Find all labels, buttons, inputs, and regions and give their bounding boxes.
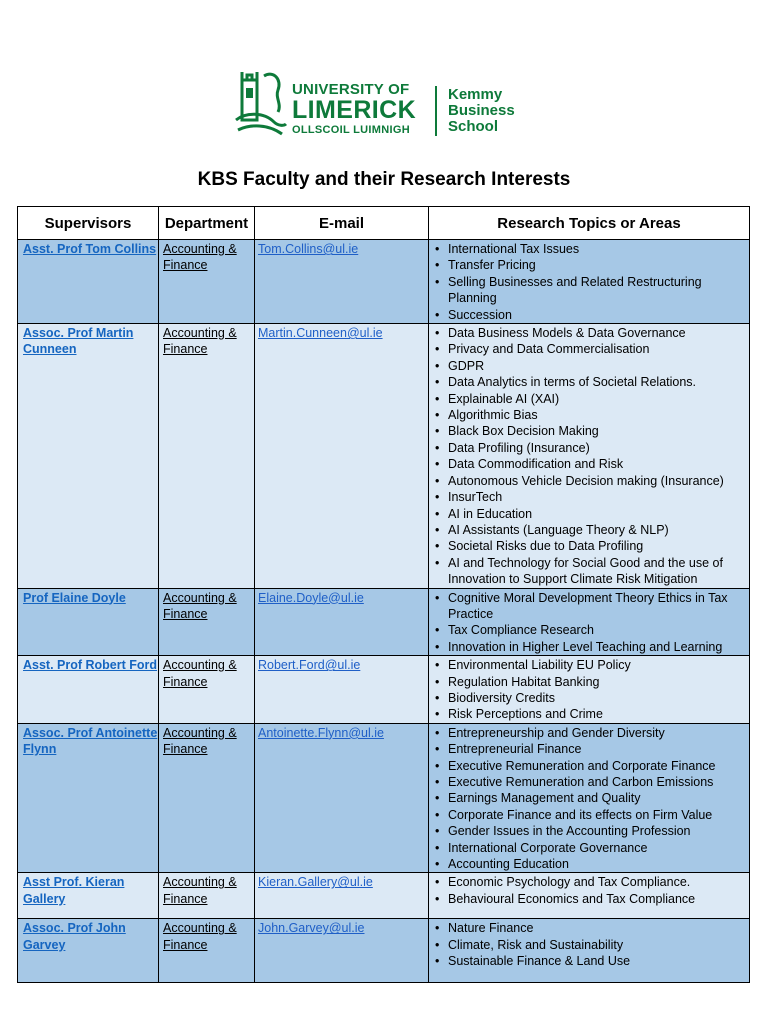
topics-list bbox=[429, 241, 745, 323]
department-text: Finance bbox=[163, 742, 208, 757]
list-item: • Economic Psychology and Tax Compliance. bbox=[448, 874, 745, 890]
list-item: • Nature Finance bbox=[448, 920, 745, 936]
topics-cell bbox=[429, 723, 750, 873]
table-row bbox=[18, 873, 750, 919]
list-item: • Entrepreneurial Finance bbox=[448, 741, 745, 757]
list-item: • Selling Businesses and Related Restructuring Planning bbox=[448, 274, 745, 307]
email-cell bbox=[255, 324, 429, 589]
department-cell bbox=[159, 656, 255, 724]
department-text: Finance bbox=[163, 674, 208, 689]
list-item: • Tax Compliance Research bbox=[448, 622, 745, 638]
list-item: • International Tax Issues bbox=[448, 241, 745, 257]
supervisor-cell bbox=[18, 588, 159, 656]
logo-divider bbox=[435, 86, 437, 136]
logo-line-3: OLLSCOIL LUIMNIGH bbox=[292, 124, 410, 136]
email-link[interactable]: Tom.Collins@ul.ie bbox=[258, 242, 359, 256]
list-item: • AI and Technology for Social Good and the use of Innovation to Support Climate Risk Mitigation bbox=[448, 555, 745, 588]
list-item: • Data Business Models & Data Governance bbox=[448, 325, 745, 341]
supervisor-cell bbox=[18, 656, 159, 724]
list-item: • AI in Education bbox=[448, 506, 745, 522]
topics-cell bbox=[429, 873, 750, 919]
list-item: • Behavioural Economics and Tax Compliance bbox=[448, 891, 745, 907]
email-cell bbox=[255, 656, 429, 724]
list-item: • Executive Remuneration and Corporate Finance bbox=[448, 758, 745, 774]
email-link[interactable]: Kieran.Gallery@ul.ie bbox=[258, 875, 373, 890]
list-item: • Black Box Decision Making bbox=[448, 423, 745, 439]
email-link[interactable]: Antoinette.Flynn@ul.ie bbox=[258, 725, 384, 740]
list-item: • Data Analytics in terms of Societal Relations. bbox=[448, 374, 745, 390]
department-cell bbox=[159, 919, 255, 983]
department-text: Accounting & bbox=[163, 590, 237, 605]
email-cell bbox=[255, 240, 429, 324]
topics-cell bbox=[429, 240, 750, 324]
list-item: • Regulation Habitat Banking bbox=[448, 674, 745, 690]
department-text: Accounting & bbox=[163, 875, 237, 890]
list-item: • Gender Issues in the Accounting Profession bbox=[448, 823, 745, 839]
topics-cell bbox=[429, 588, 750, 656]
topics-cell bbox=[429, 656, 750, 724]
supervisor-link[interactable]: Assoc. Prof Martin Cunneen bbox=[23, 326, 134, 357]
department-text: Finance bbox=[163, 937, 208, 952]
list-item: • Data Commodification and Risk bbox=[448, 456, 745, 472]
list-item: • Autonomous Vehicle Decision making (Insurance) bbox=[448, 473, 745, 489]
list-item: • AI Assistants (Language Theory & NLP) bbox=[448, 522, 745, 538]
list-item: • GDPR bbox=[448, 358, 745, 374]
department-text: Accounting & bbox=[163, 326, 237, 341]
supervisor-cell bbox=[18, 324, 159, 589]
supervisor-link[interactable]: Asst. Prof Robert Ford bbox=[23, 658, 158, 673]
page-title: KBS Faculty and their Research Interests bbox=[197, 169, 571, 190]
topics-list bbox=[429, 874, 745, 907]
supervisor-link[interactable]: Assoc. Prof John Garvey bbox=[23, 921, 126, 952]
header-supervisors: Supervisors bbox=[18, 207, 159, 240]
department-cell bbox=[159, 723, 255, 873]
list-item: • International Corporate Governance bbox=[448, 840, 745, 856]
list-item: • Executive Remuneration and Carbon Emissions bbox=[448, 774, 745, 790]
table-row bbox=[18, 240, 750, 324]
supervisor-link[interactable]: Asst Prof. Kieran Gallery bbox=[23, 875, 125, 906]
email-link[interactable]: Martin.Cunneen@ul.ie bbox=[258, 326, 383, 341]
kbs-line-2: Business bbox=[448, 102, 515, 119]
list-item: • Corporate Finance and its effects on Firm Value bbox=[448, 807, 745, 823]
list-item: • Explainable AI (XAI) bbox=[448, 391, 745, 407]
list-item: • Innovation in Higher Level Teaching and Learning bbox=[448, 639, 745, 655]
supervisor-cell bbox=[18, 723, 159, 873]
supervisor-cell bbox=[18, 873, 159, 919]
topics-cell bbox=[429, 324, 750, 589]
supervisor-cell bbox=[18, 919, 159, 983]
university-logo bbox=[234, 66, 534, 142]
department-cell bbox=[159, 588, 255, 656]
email-link[interactable]: Robert.Ford@ul.ie bbox=[258, 658, 361, 673]
department-text: Accounting & bbox=[163, 921, 237, 936]
table-row bbox=[18, 588, 750, 656]
department-text: Finance bbox=[163, 606, 208, 621]
topics-cell bbox=[429, 919, 750, 983]
supervisor-link[interactable]: Assoc. Prof Antoinette Flynn bbox=[23, 725, 158, 757]
table-row bbox=[18, 723, 750, 873]
list-item: • Data Profiling (Insurance) bbox=[448, 440, 745, 456]
email-link[interactable]: Elaine.Doyle@ul.ie bbox=[258, 590, 364, 605]
topics-list bbox=[429, 657, 745, 723]
table-header-row bbox=[18, 207, 750, 240]
supervisor-cell bbox=[18, 240, 159, 324]
department-text: Accounting & bbox=[163, 725, 237, 740]
supervisor-link[interactable]: Asst. Prof Tom Collins bbox=[23, 242, 157, 256]
email-cell bbox=[255, 919, 429, 983]
list-item: • Accounting Education bbox=[448, 856, 745, 872]
department-cell bbox=[159, 324, 255, 589]
kbs-line-1: Kemmy bbox=[448, 86, 503, 103]
list-item: • Earnings Management and Quality bbox=[448, 790, 745, 806]
email-link[interactable]: John.Garvey@ul.ie bbox=[258, 921, 365, 936]
logo-line-1: UNIVERSITY OF bbox=[292, 81, 410, 98]
list-item: • Risk Perceptions and Crime bbox=[448, 706, 745, 722]
department-text: Finance bbox=[163, 891, 208, 906]
list-item: • Succession bbox=[448, 307, 745, 323]
table-row bbox=[18, 324, 750, 589]
list-item: • Entrepreneurship and Gender Diversity bbox=[448, 725, 745, 741]
topics-list bbox=[429, 325, 745, 588]
topics-list bbox=[429, 725, 745, 873]
header-research-topics: Research Topics or Areas bbox=[429, 207, 750, 240]
department-text: Finance bbox=[163, 258, 208, 273]
list-item: • Privacy and Data Commercialisation bbox=[448, 341, 745, 357]
table-row bbox=[18, 656, 750, 724]
list-item: • Societal Risks due to Data Profiling bbox=[448, 538, 745, 554]
email-cell bbox=[255, 723, 429, 873]
email-cell bbox=[255, 588, 429, 656]
list-item: • Cognitive Moral Development Theory Ethics in Tax Practice bbox=[448, 590, 745, 623]
crest-icon bbox=[234, 66, 288, 142]
supervisor-link[interactable]: Prof Elaine Doyle bbox=[23, 590, 126, 605]
list-item: • Environmental Liability EU Policy bbox=[448, 657, 745, 673]
department-cell bbox=[159, 240, 255, 324]
department-cell bbox=[159, 873, 255, 919]
topics-list bbox=[429, 590, 745, 656]
department-text: Accounting & bbox=[163, 242, 237, 256]
kbs-line-3: School bbox=[448, 118, 499, 135]
list-item: • Biodiversity Credits bbox=[448, 690, 745, 706]
header-department: Department bbox=[159, 207, 255, 240]
department-text: Finance bbox=[163, 342, 208, 357]
faculty-table bbox=[17, 206, 750, 983]
list-item: • Climate, Risk and Sustainability bbox=[448, 937, 745, 953]
list-item: • Transfer Pricing bbox=[448, 257, 745, 273]
list-item: • Algorithmic Bias bbox=[448, 407, 745, 423]
header-email: E-mail bbox=[255, 207, 429, 240]
topics-list bbox=[429, 920, 745, 969]
table-row bbox=[18, 919, 750, 983]
department-text: Accounting & bbox=[163, 658, 237, 673]
list-item: • InsurTech bbox=[448, 489, 745, 505]
list-item: • Sustainable Finance & Land Use bbox=[448, 953, 745, 969]
email-cell bbox=[255, 873, 429, 919]
logo-line-2: LIMERICK bbox=[292, 96, 417, 124]
